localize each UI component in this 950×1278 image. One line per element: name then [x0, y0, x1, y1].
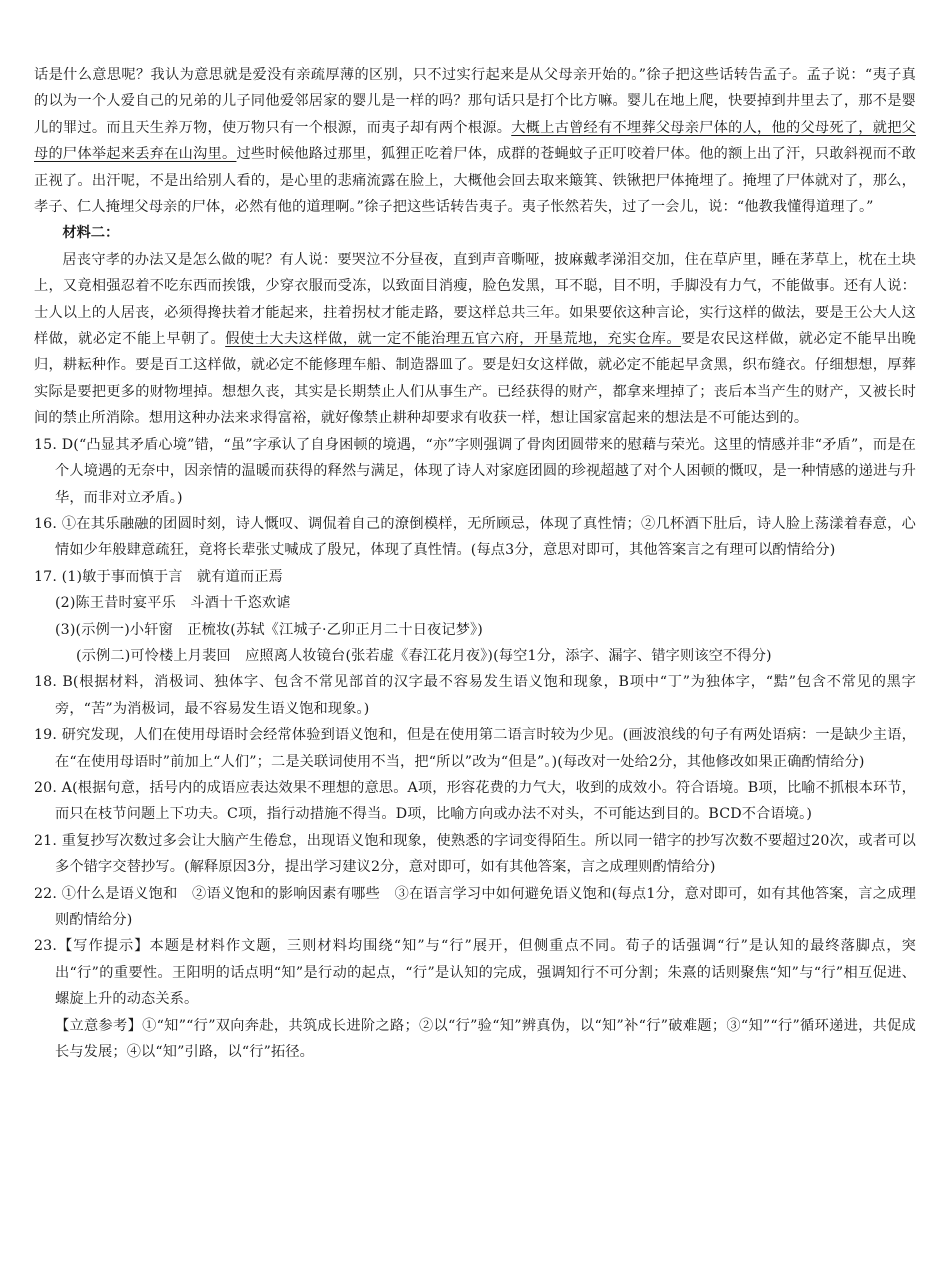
material2-paragraph: [34, 247, 916, 432]
answer-15: 15. D(“凸显其矛盾心境”错，“虽”字承认了自身困顿的境遇，“亦”字则强调了骨肉团圆带来的慰藉与荣光。这里的情感并非“矛盾”，而是在个人境遇的无奈中，因亲情的温暖而获得的释然与满足，体现了诗人对家庭团圆的珍视超越了对个人困顿的慨叹，是一种情感的递进与升华，而非对立矛盾。): [34, 436, 916, 506]
answer-20: 20. A(根据句意，括号内的成语应表达效果不理想的意思。A项，形容花费的力气大，收到的成效小。符合语境。B项，比喻不抓根本环节，而只在枝节问题上下功夫。C项，指行动措施不得当。D项，比喻方向或办法不对头，不可能达到目的。BCD不合语境。): [34, 779, 916, 823]
material1-text-2: 过些时候他路过那里，狐狸正吃着尸体，成群的苍蝇蚊子正叮咬着尸体。他的额上出了汗，只敢斜视而不敢正视了。出汗呢，不是出给别人看的，是心里的悲痛流露在脸上，大概他会回去取来簸箕、铁锹把尸体掩埋了。掩埋了尸体就对了，那么，孝子、仁人掩埋父母亲的尸体，必然有他的道理啊。”徐子把这些话转告夷子。夷子怅然若失，过了一会儿，说：“他教我懂得道理了。”: [34, 146, 916, 216]
material1-underlined-sentence: 大概上古曾经有不埋葬父母亲尸体的人，他的父母死了，就把父母的尸体举起来丢弃在山沟里。: [34, 119, 917, 163]
answer-17-line3: (3)(示例一)小轩窗 正梳妆(苏轼《江城子·乙卯正月二十日夜记梦》): [55, 621, 483, 638]
answer-23-reference: 【立意参考】①“知”“行”双向奔赴，共筑成长进阶之路；②以“行”验“知”辨真伪，以“知”补“行”破难题；③“知”“行”循环递进，共促成长与发展；④以“知”引路，以“行”拓径。: [55, 1017, 916, 1061]
material2-text-1: 居丧守孝的办法又是怎么做的呢？有人说：要哭泣不分昼夜，直到声音嘶哑，披麻戴孝涕泪交加，住在草庐里，睡在茅草上，枕在土块上，又竟相强忍着不吃东西而挨饿，少穿衣服而受冻，以致面目消瘦，脸色发黑，耳不聪，目不明，手脚没有力气，不能做事。还有人说：士人以上的人居丧，必须得搀扶着才能起来，拄着拐杖才能走路，要这样总共三年。如果要依这种言论，实行这样的做法，要是王公大人这样做，就必定不能上早朝了。: [34, 251, 916, 348]
answer-17-line4: (示例二)可怜楼上月裴回 应照离人妆镜台(张若虚《春江花月夜》)(每空1分，添字、漏字、错字则该空不得分): [76, 647, 772, 664]
material2-text-2: 要是农民这样做，就必定不能早出晚归，耕耘种作。要是百工这样做，就必定不能修理车船、制造器皿了。要是妇女这样做，就必定不能起早贪黑，织布缝衣。仔细想想，厚葬实际是要把更多的财物埋掉。想想久丧，其实是长期禁止人们从事生产。已经获得的财产，都拿来埋掉了；丧后本当产生的财产，又被长时间的禁止所消除。想用这种办法来求得富裕，就好像禁止耕种却要求有收获一样，想让国家富起来的想法是不可能达到的。: [34, 331, 917, 427]
answer-18: 18. B(根据材料，消极词、独体字、包含不常见部首的汉字最不容易发生语义饱和现象，B项中“丁”为独体字，“黠”包含不常见的黑字旁，“苦”为消极词，最不容易发生语义饱和现象。): [34, 674, 916, 717]
material1-text-1: 话是什么意思呢？我认为意思就是爱没有亲疏厚薄的区别，只不过实行起来是从父母亲开始的。”徐子把这些话转告孟子。孟子说：“夷子真的以为一个人爱自己的兄弟的儿子同他爱邻居家的婴儿是一样的吗？那句话只是打个比方嘛。婴儿在地上爬，快要掉到井里去了，那不是婴儿的罪过。而且天生养万物，使万物只有一个根源，而夷子却有两个根源。: [34, 67, 916, 136]
answer-17-line2: (2)陈王昔时宴平乐 斗酒十千恣欢谑: [55, 595, 291, 612]
material2-heading: 材料二：: [62, 225, 120, 242]
answer-22: 22. ①什么是语义饱和 ②语义饱和的影响因素有哪些 ③在语言学习中如何避免语义饱和(每点1分，意对即可，如有其他答案，言之成理则酌情给分): [34, 885, 916, 928]
answer-17-line1: 17. (1)敏于事而慎于言 就有道而正焉: [34, 568, 283, 585]
material1-paragraph: [34, 62, 916, 220]
answer-19: 19. 研究发现，人们在使用母语时会经常体验到语义饱和，但是在使用第二语言时较为少见。(画波浪线的句子有两处语病：一是缺少主语，在“在使用母语时”前加上“人们”；二是关联词使用不当，把“所以”改为“但是”。)(每改对一处给2分，其他修改如果正确酌情给分): [34, 727, 916, 770]
answer-21: 21. 重复抄写次数过多会让大脑产生倦怠，出现语义饱和现象，使熟悉的字词变得陌生。所以同一错字的抄写次数不要超过20次，或者可以多个错字交替抄写。(解释原因3分，提出学习建议2分，意对即可，如有其他答案，言之成理则酌情给分): [34, 832, 916, 876]
answer-23-writing-tip: 23.【写作提示】本题是材料作文题，三则材料均围绕“知”与“行”展开，但侧重点不同。荀子的话强调“行”是认知的最终落脚点，突出“行”的重要性。王阳明的话点明“知”是行动的起点，“行”是认知的完成，强调知行不可分割；朱熹的话则聚焦“知”与“行”相互促进、螺旋上升的动态关系。: [34, 938, 916, 1008]
material2-underlined-sentence: 假使士大夫这样做，就一定不能治理五官六府，开垦荒地，充实仓库。: [225, 331, 682, 348]
answer-16: 16. ①在其乐融融的团圆时刻，诗人慨叹、调侃着自己的潦倒模样，无所顾忌，体现了真性情；②几杯酒下肚后，诗人脸上荡漾着春意，心情如少年般肆意疏狂，竟将长辈张丈喊成了殷兄，体现了真性情。(每点3分，意思对即可，其他答案言之有理可以酌情给分): [34, 515, 916, 559]
